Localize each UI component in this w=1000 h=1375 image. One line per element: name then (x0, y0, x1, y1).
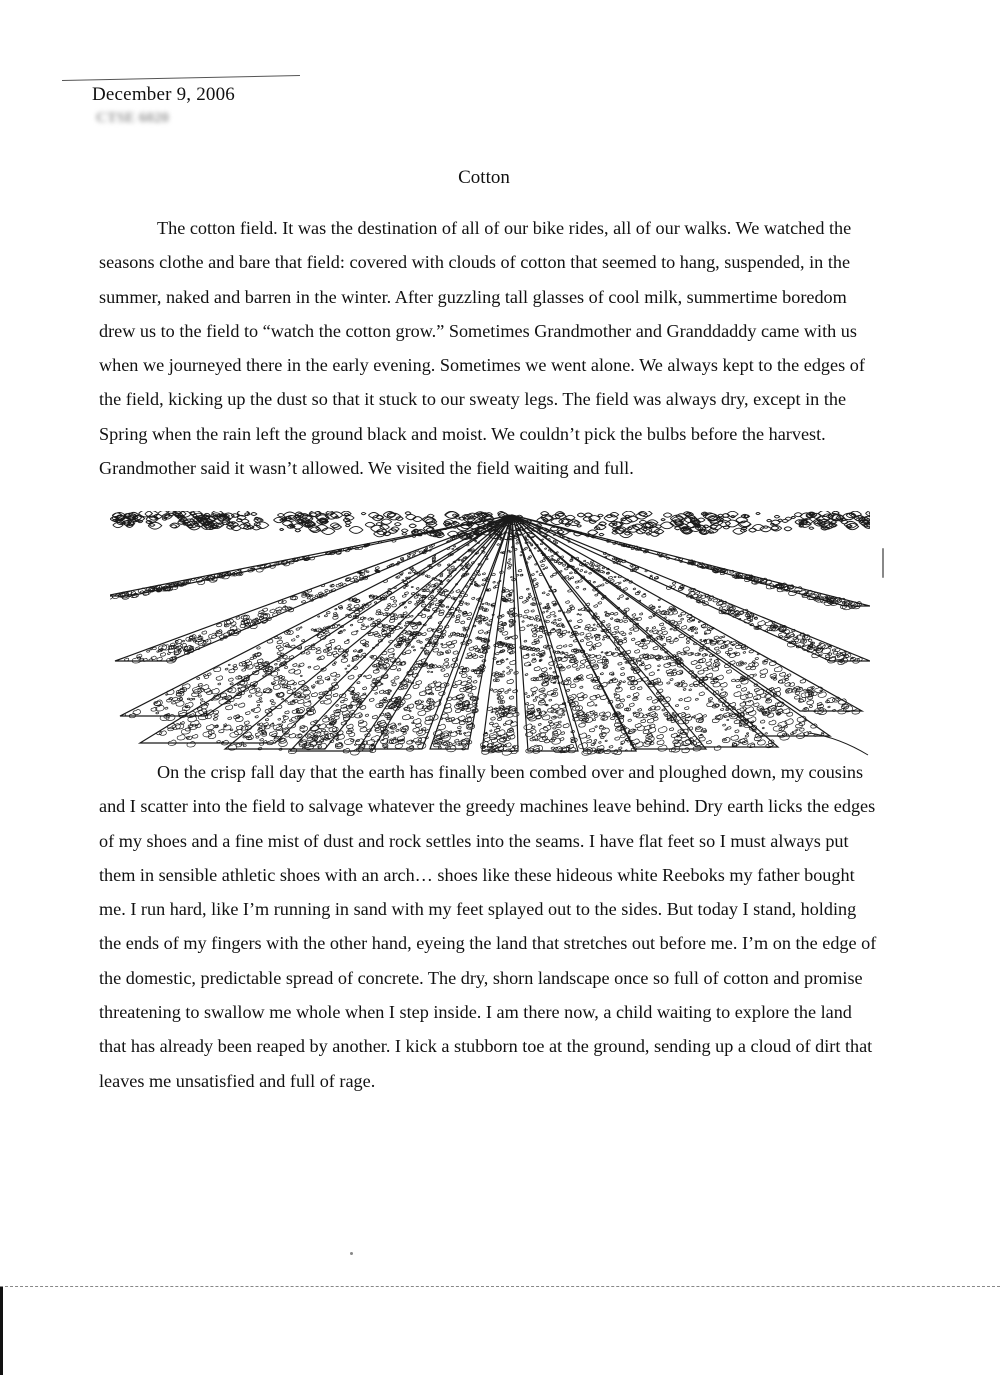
essay-title: Cotton (458, 167, 510, 188)
course-code-redacted: CTSE 6020 (96, 110, 169, 126)
scan-speck (882, 548, 884, 578)
cotton-row-scribble (542, 539, 824, 740)
paragraph-1: The cotton field. It was the destination of all of our bike rides, all of our walks. We watched the seasons clothe and bare that field: covered with clouds of cotton that seemed to hang, suspended, in the summer, naked and barren in the winter. After guzzling tall glasses of cool milk, summertime boredom drew us to the field to “watch the cotton grow.” Sometimes Grandmother and Granddaddy came with us when we journeyed there in the early evening. Sometimes we went alone. We always kept to the edges of the field, kicking up the dust so that it stuck to our sweaty legs. The field was always dry, except in the Spring when the rain left the ground black and moist. We couldn’t pick the bulbs before the harvest. Grandmother said it wasn’t allowed. We visited the field waiting and full. (99, 218, 865, 479)
scan-speck (350, 1252, 353, 1255)
essay-date: December 9, 2006 (92, 84, 236, 105)
cotton-field-drawing (110, 511, 870, 763)
paragraph-2: On the crisp fall day that the earth has finally been combed over and ploughed down, my cousins and I scatter into the field to salvage whatever the greedy machines leave behind. Dry earth licks the edges of my shoes and a fine mist of dust and rock settles into the seams. I have flat feet so I must always put them in sensible athletic shoes with an arch… shoes like these hideous white Reeboks my father bought me. I run hard, like I’m running in sand with my feet splayed out to the sides. But today I stand, holding the ends of my fingers with the other hand, eyeing the land that stretches out before me. I’m on the edge of the domestic, predictable spread of concrete. The dry, shorn landscape once so full of cotton and promise threatening to swallow me whole when I step inside. I am there now, a child waiting to explore the land that has already been reaped by another. I kick a stubborn toe at the ground, sending up a cloud of dirt that leaves me unsatisfied and full of rage. (99, 762, 877, 1091)
cotton-row-scribble (528, 524, 860, 714)
cotton-row-outline (115, 515, 512, 661)
scan-margin-mark (0, 1287, 3, 1375)
cotton-row-outline (140, 515, 512, 743)
page-footer-rule (0, 1286, 1000, 1287)
